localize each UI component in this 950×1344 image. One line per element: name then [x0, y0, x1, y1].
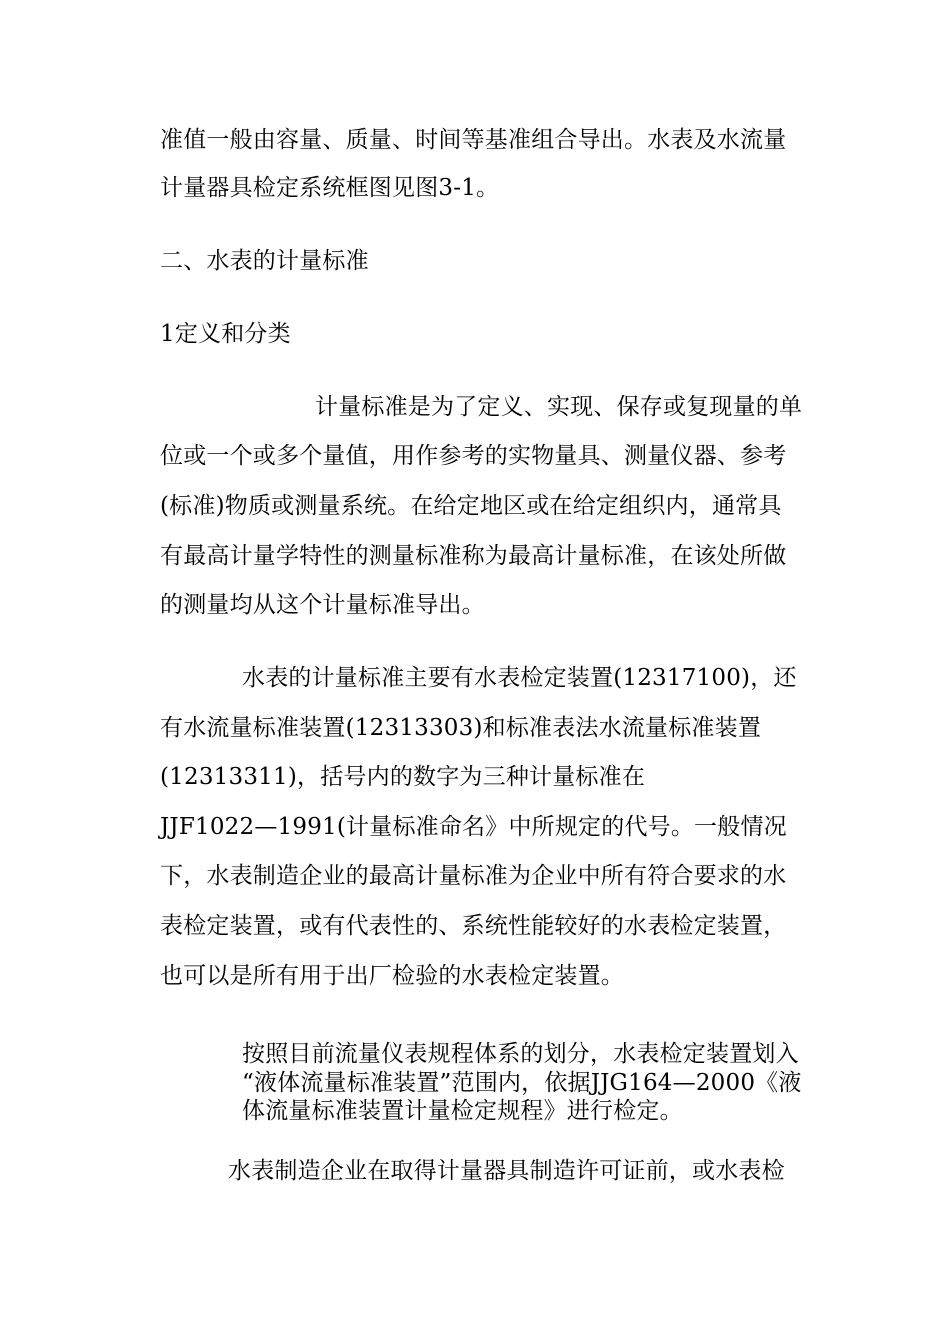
- subsection-heading: 1定义和分类: [160, 321, 291, 347]
- paragraph1-line-5: 的测量均从这个计量标准导出。: [160, 592, 485, 618]
- section-heading: 二、水表的计量标准: [160, 248, 369, 274]
- paragraph2-line-2: 有水流量标准装置(12313303)和标准表法水流量标准装置: [160, 715, 762, 741]
- paragraph3-line-1: 按照目前流量仪表规程体系的划分，水表检定装置划入: [242, 1041, 799, 1067]
- paragraph2-line-4: JJF1022—1991(计量标准命名》中所规定的代号。一般情况: [160, 814, 787, 840]
- paragraph2-line-7: 也可以是所有用于出厂检验的水表检定装置。: [160, 963, 624, 989]
- paragraph2-line-3: (12313311)，括号内的数字为三种计量标准在: [160, 764, 646, 790]
- paragraph2-line-1: 水表的计量标准主要有水表检定装置(12317100)，还: [242, 665, 797, 691]
- paragraph2-line-6: 表检定装置，或有代表性的、系统性能较好的水表检定装置，: [160, 913, 787, 939]
- paragraph2-line-5: 下，水表制造企业的最高计量标准为企业中所有符合要求的水: [160, 863, 787, 889]
- intro-line-1: 准值一般由容量、质量、时间等基准组合导出。水表及水流量: [160, 127, 787, 153]
- paragraph1-line-3: (标准)物质或测量系统。在给定地区或在给定组织内，通常具: [160, 493, 782, 519]
- intro-line-2: 计量器具检定系统框图见图3-1。: [160, 175, 500, 201]
- paragraph1-line-2: 位或一个或多个量值，用作参考的实物量具、测量仪器、参考: [160, 443, 787, 469]
- paragraph3-line-2: “液体流量标准装置”范围内，依据JJG164—2000《液: [242, 1070, 802, 1096]
- paragraph1-line-4: 有最高计量学特性的测量标准称为最高计量标准，在该处所做: [160, 543, 787, 569]
- paragraph4-line-1: 水表制造企业在取得计量器具制造许可证前，或水表检: [228, 1158, 785, 1184]
- paragraph1-line-1: 计量标准是为了定义、实现、保存或复现量的单: [315, 394, 803, 420]
- paragraph3-line-3: 体流量标准装置计量检定规程》进行检定。: [242, 1098, 683, 1124]
